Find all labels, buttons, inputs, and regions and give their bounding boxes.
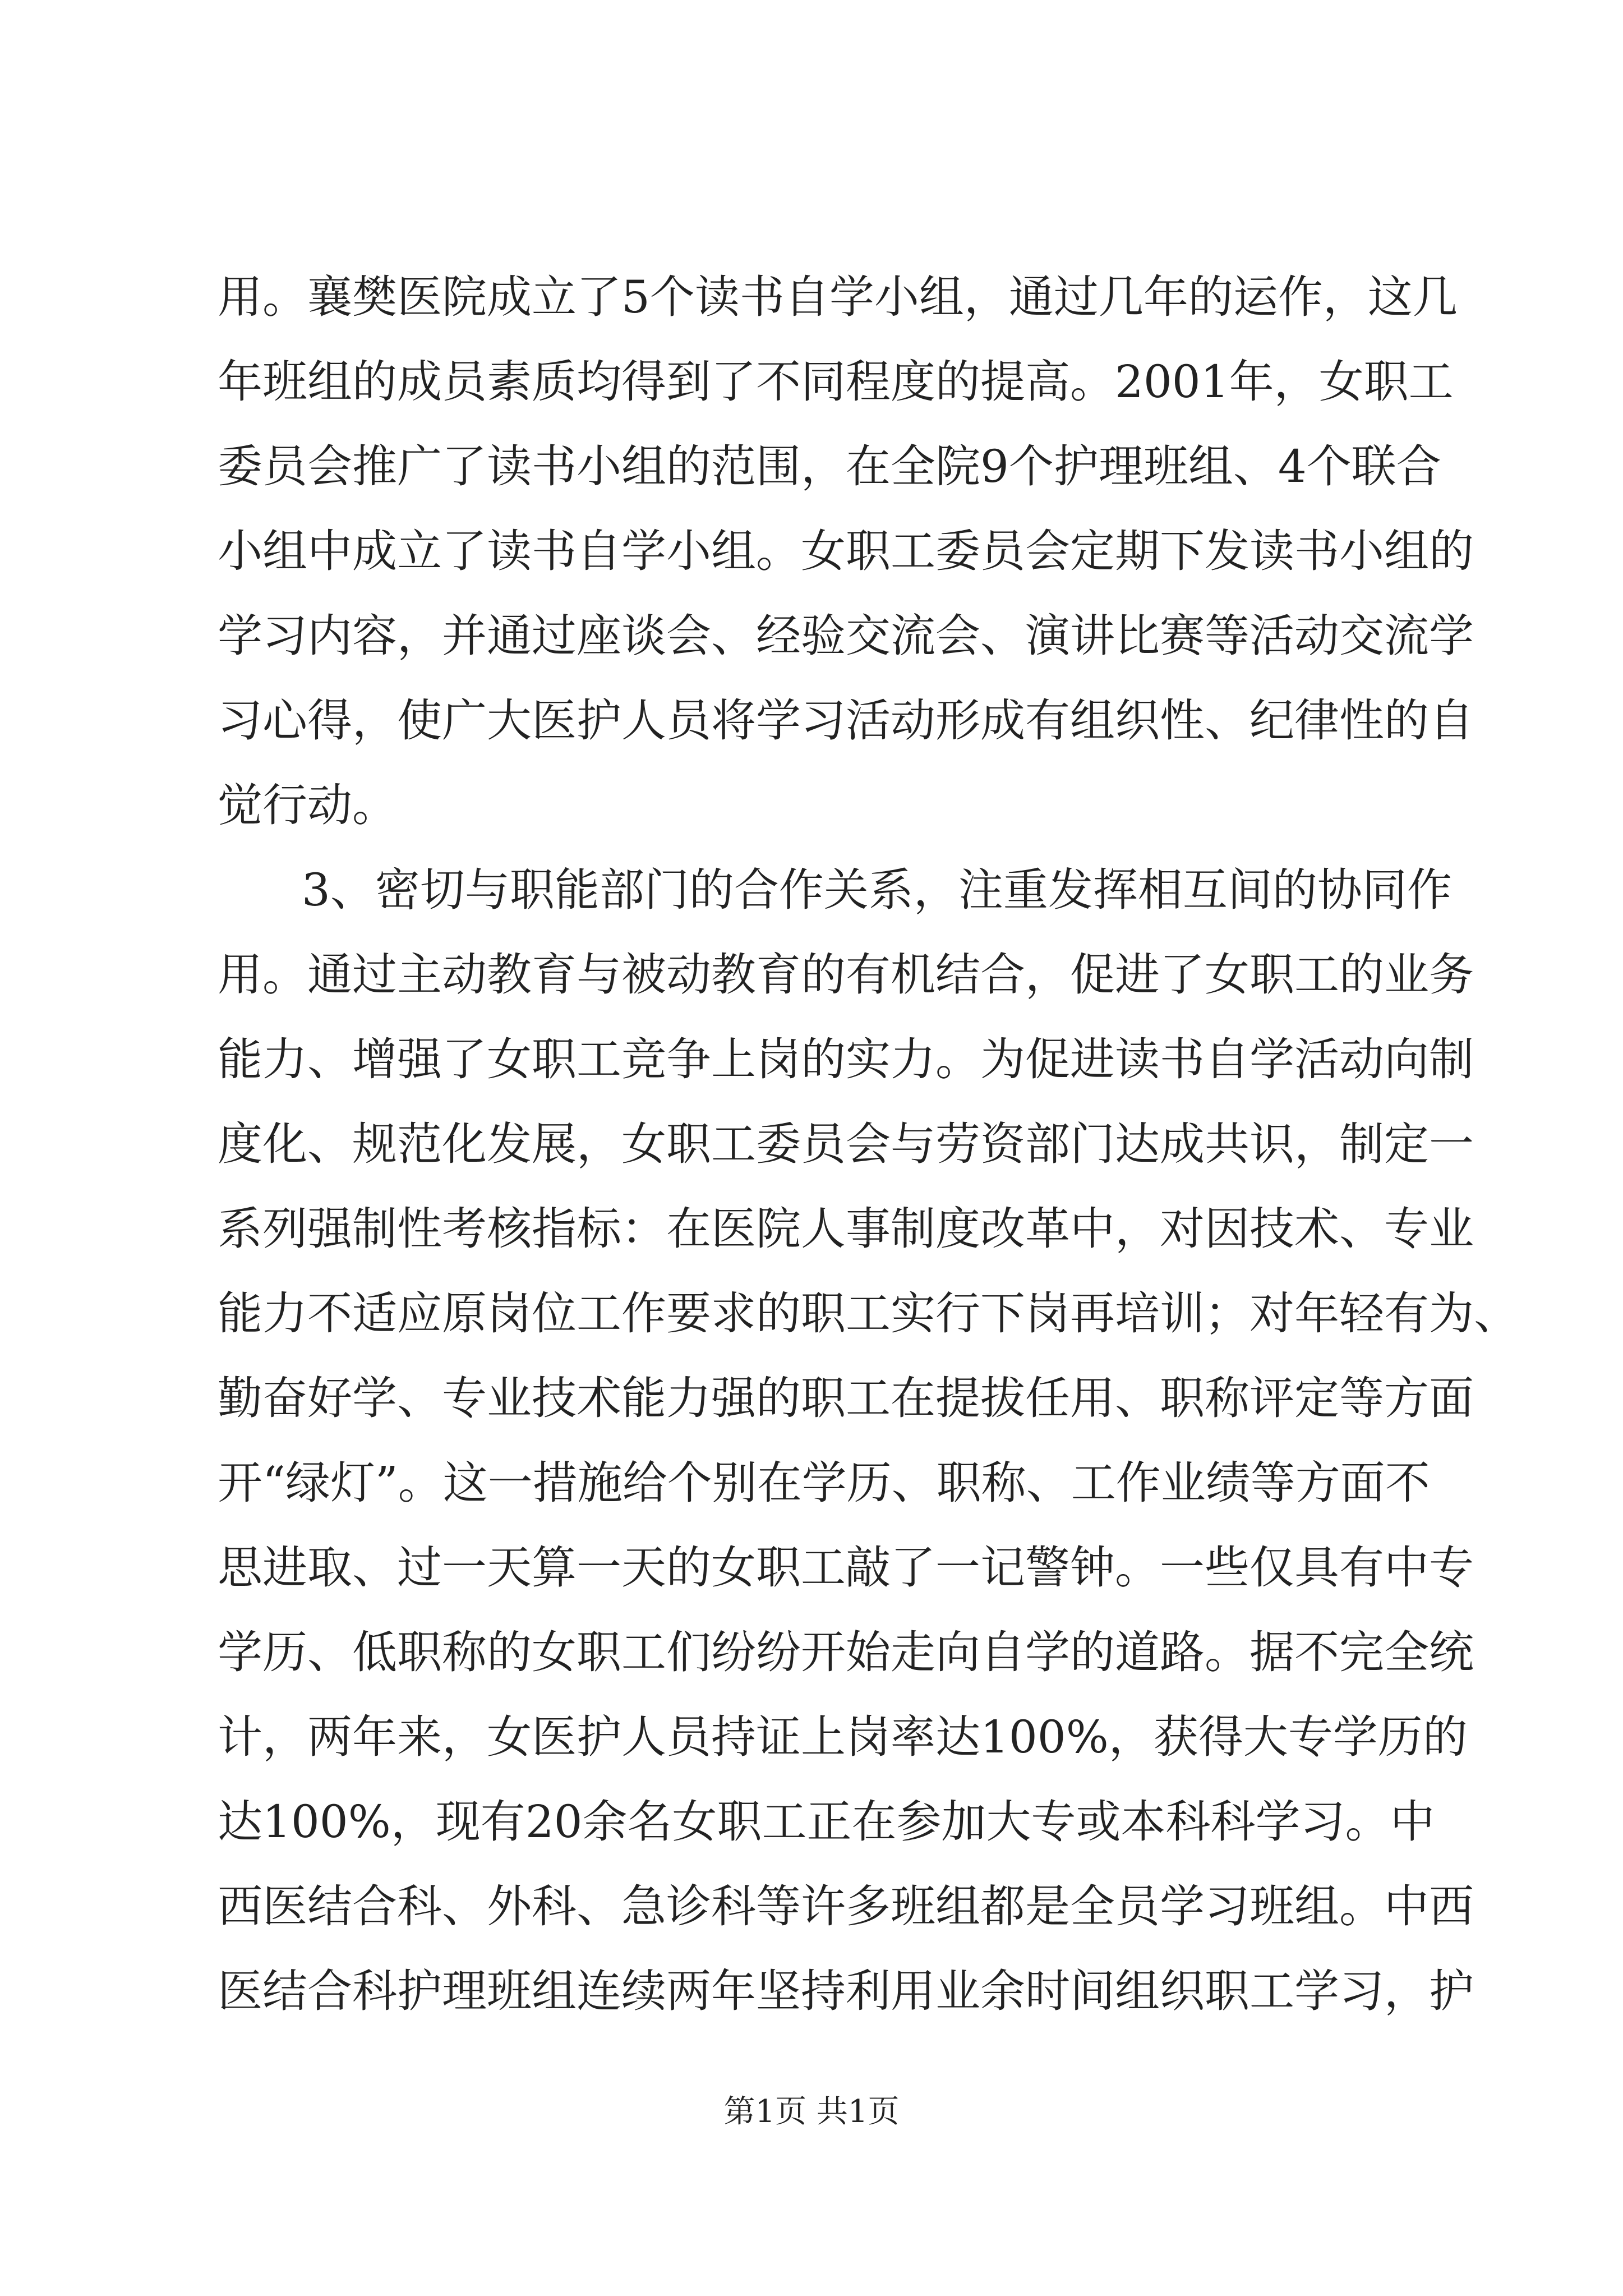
paragraph-line: 能力不适应原岗位工作要求的职工实行下岗再培训；对年轻有为、 — [218, 1287, 1519, 1340]
paragraph-line: 系列强制性考核指标：在医院人事制度改革中，对因技术、专业 — [218, 1203, 1474, 1255]
paragraph-line: 能力、增强了女职工竞争上岗的实力。为促进读书自学活动向制 — [218, 1033, 1474, 1085]
paragraph-line: 学历、低职称的女职工们纷纷开始走向自学的道路。据不完全统 — [218, 1626, 1474, 1678]
paragraph-line: 开“绿灯”。这一措施给个别在学历、职称、工作业绩等方面不 — [218, 1457, 1430, 1509]
page-footer: 第1页 共1页 — [723, 2093, 900, 2130]
paragraph-line: 觉行动。 — [218, 779, 397, 831]
paragraph-line: 达100%，现有20余名女职工正在参加大专或本科科学习。中 — [218, 1796, 1435, 1848]
paragraph-line: 用。通过主动教育与被动教育的有机结合，促进了女职工的业务 — [218, 949, 1474, 1001]
paragraph-line: 年班组的成员素质均得到了不同程度的提高。2001年，女职工 — [218, 356, 1454, 408]
paragraph-line: 小组中成立了读书自学小组。女职工委员会定期下发读书小组的 — [218, 525, 1474, 577]
paragraph-line: 计，两年来，女医护人员持证上岗率达100%，获得大专学历的 — [218, 1711, 1468, 1763]
paragraph-line: 医结合科护理班组连续两年坚持利用业余时间组织职工学习，护 — [218, 1965, 1474, 2017]
paragraph-line: 思进取、过一天算一天的女职工敲了一记警钟。一些仅具有中专 — [218, 1542, 1474, 1594]
paragraph-line: 勤奋好学、专业技术能力强的职工在提拔任用、职称评定等方面 — [218, 1372, 1474, 1424]
paragraph-line: 习心得，使广大医护人员将学习活动形成有组织性、纪律性的自 — [218, 694, 1474, 747]
paragraph-line: 用。襄樊医院成立了5个读书自学小组，通过几年的运作，这几 — [218, 271, 1458, 323]
paragraph-line: 学习内容，并通过座谈会、经验交流会、演讲比赛等活动交流学 — [218, 610, 1474, 662]
paragraph-line: 委员会推广了读书小组的范围，在全院9个护理班组、4个联合 — [218, 440, 1441, 493]
paragraph-line: 3、密切与职能部门的合作关系，注重发挥相互间的协同作 — [302, 864, 1452, 916]
paragraph-line: 西医结合科、外科、急诊科等许多班组都是全员学习班组。中西 — [218, 1880, 1474, 1932]
paragraph-line: 度化、规范化发展，女职工委员会与劳资部门达成共识，制定一 — [218, 1118, 1474, 1170]
